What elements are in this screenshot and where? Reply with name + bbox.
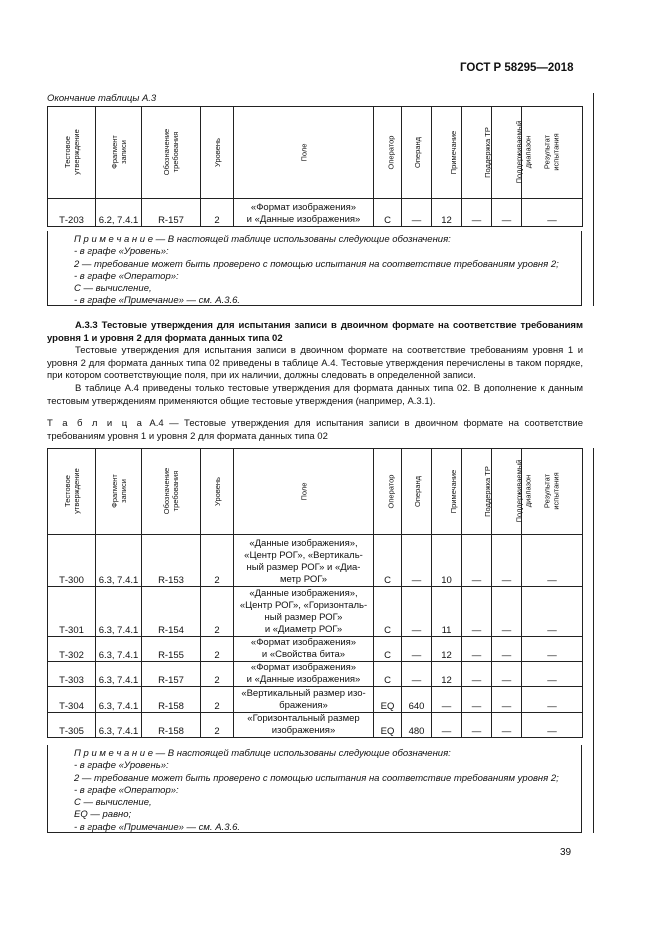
column-header (432, 107, 462, 199)
table-row (48, 662, 583, 687)
range-cell: — (492, 662, 522, 687)
level-cell: 2 (201, 637, 234, 662)
column-header-line: Результат (543, 473, 552, 509)
field-line: метр РОГ» (279, 574, 328, 585)
tr-support-cell: — (462, 713, 492, 738)
column-header-line: записи (118, 140, 128, 164)
column-header-line: Поддерживаемый (514, 459, 524, 523)
note-line: - в графе «Примечание» — см. А.3.6. (74, 295, 241, 307)
fragment-cell: 6.3, 7.4.1 (96, 535, 142, 587)
level-cell: 2 (201, 587, 234, 637)
tr-support-cell: — (462, 662, 492, 687)
note-cell: — (432, 713, 462, 738)
level-cell: 2 (201, 535, 234, 587)
column-header-line: Поддержка ТР (482, 127, 492, 178)
field-line: «Центр РОГ», «Горизонталь- (239, 600, 368, 611)
requirement-cell: R-157 (142, 199, 201, 227)
column-header-line: требования (170, 131, 180, 173)
field-line: и «Диаметр РОГ» (264, 624, 343, 635)
field-line: изображения» (271, 725, 336, 736)
paragraph: В таблице А.4 приведены только тестовые утверждения для формата данных типа 02. В дополнение к данным тестовым утверждениям применяются общие тестовые утверждения (например, А.3.1). (47, 382, 583, 407)
column-header (142, 107, 201, 199)
note-cell: 11 (432, 587, 462, 637)
note-cell: 12 (432, 199, 462, 227)
note-line: - в графе «Оператор»: (74, 270, 179, 282)
column-header-line: диапазон (523, 135, 533, 169)
fragment-cell: 6.3, 7.4.1 (96, 687, 142, 713)
test-id-cell: Т-303 (48, 662, 96, 687)
table-a3-caption: Окончание таблицы А.3 (47, 93, 157, 104)
test-id-cell: Т-300 (48, 535, 96, 587)
note-line: П р и м е ч а н и е — В настоящей таблице использованы следующие обозначения: (74, 748, 451, 759)
field-line: «Формат изображения» (250, 637, 357, 648)
note-line: 2 — требование может быть проверено с помощью испытания на соответствие требованиям уровня 2; (74, 258, 559, 270)
level-cell: 2 (201, 687, 234, 713)
table-a4-notes (47, 745, 582, 833)
range-cell: — (492, 587, 522, 637)
note-line: 2 — требование может быть проверено с помощью испытания на соответствие требованиям уровня 2; (74, 772, 559, 784)
column-header (462, 107, 492, 199)
section-heading: А.3.3 Тестовые утверждения для испытания записи в двоичном формате на соответствие требованиям уровня 1 и уровня 2 для формата данных типа 02 (47, 320, 583, 344)
column-header (96, 107, 142, 199)
test-id-cell: Т-203 (48, 199, 96, 227)
field-cell (234, 535, 374, 587)
column-header (402, 449, 432, 535)
margin-line (593, 448, 594, 833)
requirement-cell: R-157 (142, 662, 201, 687)
field-line: «Формат изображения» (250, 662, 357, 673)
table-row (48, 199, 583, 227)
note-line: - в графе «Уровень»: (74, 246, 169, 258)
table-row (48, 713, 583, 738)
column-header (462, 449, 492, 535)
section-a33 (47, 320, 583, 408)
column-header (234, 449, 374, 535)
note-cell: 10 (432, 535, 462, 587)
requirement-cell: R-158 (142, 687, 201, 713)
fragment-cell: 6.3, 7.4.1 (96, 662, 142, 687)
column-header-line: Оператор (386, 474, 396, 509)
result-cell: — (522, 637, 583, 662)
test-id-cell: Т-302 (48, 637, 96, 662)
note-cell: 12 (432, 637, 462, 662)
column-header-line: испытания (552, 472, 561, 510)
test-id-cell: Т-305 (48, 713, 96, 738)
margin-line (593, 93, 594, 306)
operator-cell: EQ (374, 713, 402, 738)
test-id-cell: Т-304 (48, 687, 96, 713)
note-line: - в графе «Примечание» — см. А.3.6. (74, 821, 241, 833)
column-header-line: Обозначение (161, 128, 171, 176)
result-cell: — (522, 199, 583, 227)
operator-cell: С (374, 662, 402, 687)
paragraph: Тестовые утверждения для испытания записи в двоичном формате на соответствие требованиям уровня 1 и уровня 2 для формата данных типа 02 приведены в таблице А.4. Тестовые утверждения перечислены в таком порядке, при котором соответствующие поля, при их наличии, должны следовать в определенной записи. (47, 345, 583, 382)
operator-cell: EQ (374, 687, 402, 713)
table-row (48, 687, 583, 713)
column-header-line: диапазон (523, 474, 533, 508)
column-header-line: Тестовое (62, 475, 72, 507)
table-a4-caption (47, 418, 583, 443)
note-cell: 12 (432, 662, 462, 687)
column-header (374, 107, 402, 199)
field-line: ный размер РОГ» (264, 612, 343, 623)
result-cell: — (522, 687, 583, 713)
column-header-line: Результат (543, 134, 552, 170)
note-line: EQ — равно; (74, 809, 132, 821)
range-cell: — (492, 637, 522, 662)
column-header (374, 449, 402, 535)
column-header-line: Поддержка ТР (482, 466, 492, 517)
table-header-row (48, 107, 583, 199)
field-line: бражения» (279, 700, 328, 711)
caption-label: Т а б л и ц а (47, 418, 144, 429)
requirement-cell: R-158 (142, 713, 201, 738)
page-number: 39 (560, 847, 572, 858)
column-header (48, 449, 96, 535)
test-id-cell: Т-301 (48, 587, 96, 637)
tr-support-cell: — (462, 199, 492, 227)
operand-cell: — (402, 662, 432, 687)
column-header-line: Примечание (449, 130, 459, 175)
field-line: «Данные изображения», (249, 538, 358, 549)
requirement-cell: R-155 (142, 637, 201, 662)
result-cell: — (522, 713, 583, 738)
operator-cell: С (374, 587, 402, 637)
operand-cell: 640 (402, 687, 432, 713)
operand-cell: — (402, 199, 432, 227)
table-header-row (48, 449, 583, 535)
field-line: «Вертикальный размер изо- (241, 688, 366, 699)
range-cell: — (492, 199, 522, 227)
column-header-line: Уровень (212, 138, 222, 167)
field-line: «Данные изображения», (249, 588, 358, 599)
column-header (234, 107, 374, 199)
table-row (48, 535, 583, 587)
operator-cell: С (374, 535, 402, 587)
field-cell (234, 662, 374, 687)
note-line: - в графе «Уровень»: (74, 760, 169, 772)
table-a3 (47, 106, 583, 227)
range-cell: — (492, 535, 522, 587)
column-header-line: Поддерживаемый (514, 120, 524, 184)
column-header-line: Оператор (386, 135, 396, 170)
fragment-cell: 6.3, 7.4.1 (96, 713, 142, 738)
field-cell (234, 587, 374, 637)
operator-cell: С (374, 637, 402, 662)
fragment-cell: 6.3, 7.4.1 (96, 637, 142, 662)
operand-cell: 480 (402, 713, 432, 738)
fragment-cell: 6.2, 7.4.1 (96, 199, 142, 227)
column-header-line: утверждение (71, 129, 81, 175)
operand-cell: — (402, 535, 432, 587)
document-header: ГОСТ Р 58295—2018 (460, 62, 574, 74)
result-cell: — (522, 535, 583, 587)
column-header-line: Тестовое (62, 136, 72, 168)
requirement-cell: R-154 (142, 587, 201, 637)
field-cell (234, 713, 374, 738)
note-line: - в графе «Оператор»: (74, 784, 179, 796)
column-header (492, 107, 533, 199)
field-cell (234, 687, 374, 713)
column-header (432, 449, 462, 535)
table-a3-notes (47, 231, 582, 306)
field-line: и «Данные изображения» (246, 674, 361, 685)
column-header (402, 107, 432, 199)
column-header-line: Поле (298, 482, 308, 501)
column-header (201, 449, 234, 535)
table-a4 (47, 448, 583, 738)
range-cell: — (492, 687, 522, 713)
field-line: «Горизонтальный размер (247, 713, 360, 724)
field-line: ный размер РОГ» и «Диа- (246, 562, 361, 573)
column-header-line: испытания (552, 133, 561, 171)
column-header-line: Операнд (412, 137, 422, 168)
column-header (492, 449, 533, 535)
tr-support-cell: — (462, 587, 492, 637)
field-line: «Формат изображения» (250, 202, 357, 213)
table-row (48, 637, 583, 662)
column-header (48, 107, 96, 199)
tr-support-cell: — (462, 687, 492, 713)
field-cell (234, 199, 374, 227)
fragment-cell: 6.3, 7.4.1 (96, 587, 142, 637)
column-header-line: Обозначение (161, 467, 171, 515)
column-header-line: Фрагмент (109, 135, 119, 169)
column-header-line: утверждение (71, 468, 81, 514)
note-cell: — (432, 687, 462, 713)
result-cell: — (522, 587, 583, 637)
caption-text: А.4 — Тестовые утверждения для испытания записи в двоичном формате на соответствие требованиям уровня 1 и уровня 2 для формата данных типа 02 (47, 418, 583, 442)
note-line: С — вычисление, (74, 797, 152, 809)
tr-support-cell: — (462, 535, 492, 587)
column-header-line: Операнд (412, 476, 422, 507)
field-line: и «Данные изображения» (246, 214, 361, 225)
result-cell: — (522, 662, 583, 687)
table-row (48, 587, 583, 637)
note-line: С — вычисление, (74, 283, 152, 295)
column-header-line: Поле (298, 143, 308, 162)
column-header-line: записи (118, 479, 128, 503)
tr-support-cell: — (462, 637, 492, 662)
operand-cell: — (402, 587, 432, 637)
column-header (96, 449, 142, 535)
level-cell: 2 (201, 662, 234, 687)
field-cell (234, 637, 374, 662)
operator-cell: С (374, 199, 402, 227)
range-cell: — (492, 713, 522, 738)
column-header (142, 449, 201, 535)
note-line: П р и м е ч а н и е — В настоящей таблице использованы следующие обозначения: (74, 234, 451, 245)
column-header-line: Примечание (449, 469, 459, 514)
column-header-line: Уровень (212, 477, 222, 506)
level-cell: 2 (201, 199, 234, 227)
field-line: «Центр РОГ», «Вертикаль- (244, 550, 363, 561)
column-header (201, 107, 234, 199)
column-header-line: требования (170, 470, 180, 512)
level-cell: 2 (201, 713, 234, 738)
operand-cell: — (402, 637, 432, 662)
column-header-line: Фрагмент (109, 474, 119, 508)
field-line: и «Свойства бита» (261, 649, 346, 660)
requirement-cell: R-153 (142, 535, 201, 587)
